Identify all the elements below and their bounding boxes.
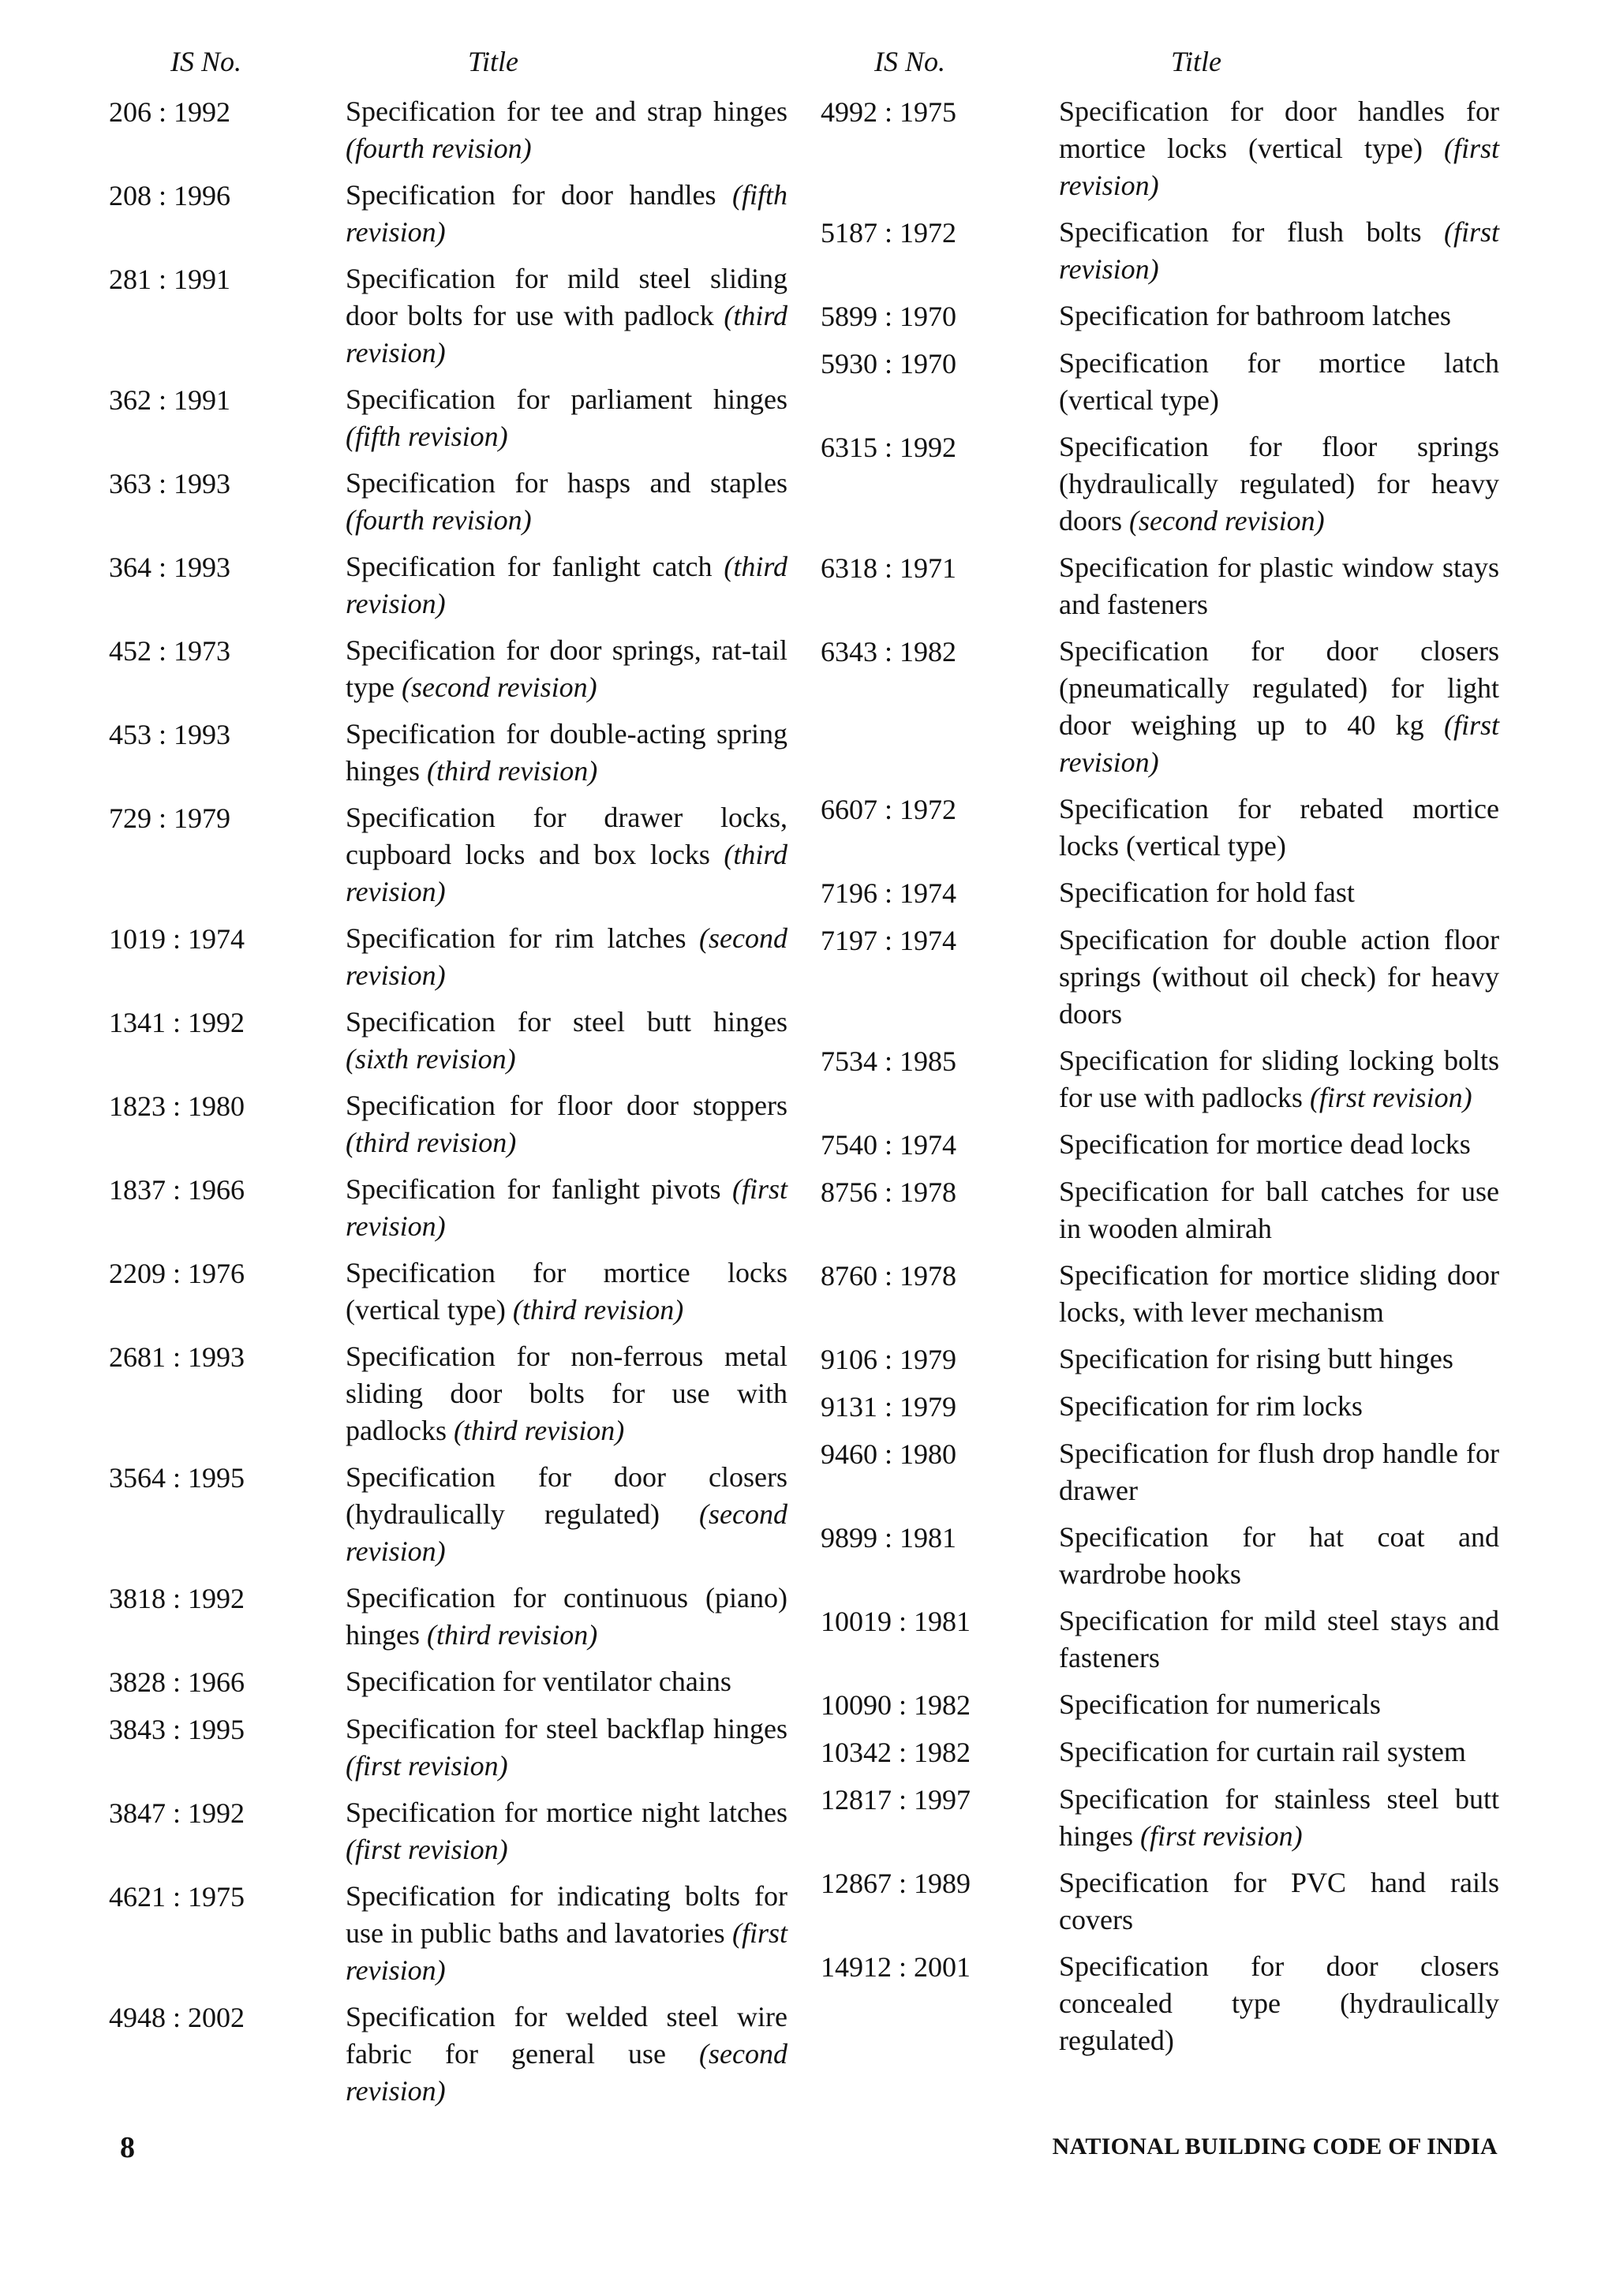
title-text: Specification for fanlight pivots xyxy=(346,1173,721,1205)
is-number: 3828 : 1966 xyxy=(109,1666,245,1698)
standard-entry xyxy=(821,1126,1499,1164)
revision-note: (first revision) xyxy=(346,1834,508,1865)
standard-title xyxy=(1059,1126,1499,1164)
revision-note: (fourth revision) xyxy=(346,133,532,164)
is-number: 3818 : 1992 xyxy=(109,1583,245,1614)
revision-note: (fourth revision) xyxy=(346,504,532,536)
standard-title xyxy=(1059,549,1499,623)
is-number: 208 : 1996 xyxy=(109,180,231,211)
standard-entry xyxy=(821,1864,1499,1939)
standard-entry xyxy=(109,1878,787,1989)
is-number: 4992 : 1975 xyxy=(821,96,957,128)
standard-title xyxy=(346,381,787,455)
is-number: 2681 : 1993 xyxy=(109,1341,245,1373)
standard-title xyxy=(1059,1341,1499,1378)
standard-title xyxy=(1059,1781,1499,1855)
revision-note: (third revision) xyxy=(346,300,788,368)
title-text: Specification for mortice night latches xyxy=(346,1797,787,1828)
title-text: Specification for door closers concealed type (hydraulically regulated) xyxy=(1059,1950,1499,2056)
title-text: Specification for mild steel stays and fasteners xyxy=(1059,1605,1499,1673)
revision-note: (second revision) xyxy=(1129,505,1325,537)
standard-entry xyxy=(821,922,1499,1033)
standard-entry xyxy=(821,1173,1499,1247)
revision-note: (third revision) xyxy=(346,1127,517,1158)
standard-title xyxy=(1059,791,1499,865)
standard-title xyxy=(1059,1519,1499,1593)
is-number: 12817 : 1997 xyxy=(821,1784,971,1815)
standard-entry xyxy=(109,920,787,994)
standard-entry xyxy=(109,260,787,372)
standard-entry xyxy=(821,1257,1499,1331)
is-number: 362 : 1991 xyxy=(109,384,231,416)
standards-list-left xyxy=(109,93,787,2110)
standard-entry xyxy=(821,1686,1499,1724)
standard-title xyxy=(346,920,787,994)
title-text: Specification for flush bolts xyxy=(1059,216,1422,248)
revision-note: (third revision) xyxy=(427,1619,598,1651)
standard-entry xyxy=(109,1004,787,1078)
revision-note: (first revision) xyxy=(1309,1082,1472,1113)
standard-title xyxy=(346,260,787,372)
running-head: NATIONAL BUILDING CODE OF INDIA xyxy=(1052,2133,1498,2160)
standard-title xyxy=(1059,1686,1499,1724)
standard-entry xyxy=(109,465,787,539)
title-text: Specification for continuous (piano) hinges xyxy=(346,1582,787,1651)
standard-title xyxy=(1059,428,1499,540)
is-number: 729 : 1979 xyxy=(109,802,231,834)
standard-entry xyxy=(821,1602,1499,1677)
revision-note: (sixth revision) xyxy=(346,1043,516,1075)
is-number: 12867 : 1989 xyxy=(821,1868,971,1899)
standard-title xyxy=(346,1663,787,1701)
standard-entry xyxy=(821,1519,1499,1593)
title-text: Specification for door handles xyxy=(346,179,716,211)
title-text: Specification for door handles for mortice locks (vertical type) xyxy=(1059,95,1499,164)
standard-entry xyxy=(109,1580,787,1654)
is-number: 14912 : 2001 xyxy=(821,1951,971,1983)
title-text: Specification for door springs, rat-tail type xyxy=(346,634,787,703)
standard-title xyxy=(1059,1435,1499,1509)
standard-entry xyxy=(109,1999,787,2110)
is-number: 3564 : 1995 xyxy=(109,1462,245,1494)
is-number: 452 : 1973 xyxy=(109,635,231,667)
is-number: 206 : 1992 xyxy=(109,96,231,128)
revision-note: (first revision) xyxy=(1059,216,1499,285)
revision-note: (first revision) xyxy=(1140,1820,1303,1852)
standard-entry xyxy=(821,1341,1499,1378)
revision-note: (fifth revision) xyxy=(346,421,508,452)
is-number: 7534 : 1985 xyxy=(821,1045,957,1077)
standard-entry xyxy=(821,93,1499,204)
is-number: 453 : 1993 xyxy=(109,719,231,750)
revision-note: (first revision) xyxy=(1059,709,1499,778)
standard-entry xyxy=(821,1948,1499,2059)
standard-title xyxy=(346,548,787,623)
is-number: 364 : 1993 xyxy=(109,552,231,583)
title-text: Specification for steel backflap hinges xyxy=(346,1713,787,1744)
revision-note: (third revision) xyxy=(346,839,787,907)
standard-title xyxy=(346,716,787,790)
standard-entry xyxy=(821,549,1499,623)
standard-title xyxy=(346,1171,787,1245)
title-text: Specification for numericals xyxy=(1059,1688,1381,1720)
title-text: Specification for mortice latch (vertical type) xyxy=(1059,347,1499,416)
standard-entry xyxy=(821,1388,1499,1426)
title-text: Specification for rising butt hinges xyxy=(1059,1343,1453,1374)
title-text: Specification for mortice sliding door locks, with lever mechanism xyxy=(1059,1259,1499,1328)
standard-entry xyxy=(109,716,787,790)
standard-title xyxy=(1059,93,1499,204)
standard-entry xyxy=(109,1171,787,1245)
title-text: Specification for ventilator chains xyxy=(346,1666,731,1697)
standard-entry xyxy=(821,1042,1499,1116)
title-text: Specification for indicating bolts for use in public baths and lavatories xyxy=(346,1880,787,1949)
standard-title xyxy=(1059,1173,1499,1247)
title-text: Specification for tee and strap hinges xyxy=(346,95,787,127)
title-text: Specification for plastic window stays and fasteners xyxy=(1059,552,1499,620)
column-header xyxy=(109,46,787,77)
standard-entry xyxy=(821,791,1499,865)
standard-title xyxy=(346,1580,787,1654)
is-no-header: IS No. xyxy=(170,46,241,77)
standard-entry xyxy=(109,632,787,706)
is-number: 4621 : 1975 xyxy=(109,1881,245,1913)
is-number: 6343 : 1982 xyxy=(821,636,957,667)
is-number: 281 : 1991 xyxy=(109,264,231,295)
title-text: Specification for hold fast xyxy=(1059,877,1355,908)
is-number: 9106 : 1979 xyxy=(821,1344,957,1375)
is-number: 3843 : 1995 xyxy=(109,1714,245,1745)
standard-entry xyxy=(109,93,787,167)
revision-note: (first revision) xyxy=(346,1750,508,1782)
standard-entry xyxy=(109,1459,787,1570)
title-text: Specification for double action floor springs (without oil check) for heavy doors xyxy=(1059,924,1499,1030)
standard-entry xyxy=(821,1435,1499,1509)
standard-entry xyxy=(821,874,1499,912)
standard-title xyxy=(1059,214,1499,288)
title-text: Specification for floor springs (hydraulically regulated) for heavy doors xyxy=(1059,431,1499,537)
is-number: 6318 : 1971 xyxy=(821,552,957,584)
column-header xyxy=(821,46,1499,77)
title-header: Title xyxy=(1171,46,1222,77)
is-number: 3847 : 1992 xyxy=(109,1797,245,1829)
is-number: 7197 : 1974 xyxy=(821,925,957,956)
title-text: Specification for hat coat and wardrobe hooks xyxy=(1059,1521,1499,1590)
is-number: 9899 : 1981 xyxy=(821,1522,957,1554)
title-text: Specification for drawer locks, cupboard locks and box locks xyxy=(346,802,787,870)
title-text: Specification for door closers (hydraulically regulated) xyxy=(346,1461,787,1530)
revision-note: (second revision) xyxy=(346,1498,787,1567)
standard-entry xyxy=(821,345,1499,419)
standard-title xyxy=(346,632,787,706)
standard-title xyxy=(1059,1948,1499,2059)
standard-title xyxy=(1059,1042,1499,1116)
standard-entry xyxy=(109,381,787,455)
title-text: Specification for steel butt hinges xyxy=(346,1006,787,1038)
standard-entry xyxy=(109,799,787,911)
is-number: 8760 : 1978 xyxy=(821,1260,957,1292)
title-text: Specification for mortice dead locks xyxy=(1059,1128,1471,1160)
standard-entry xyxy=(821,633,1499,781)
is-number: 10090 : 1982 xyxy=(821,1689,971,1721)
title-text: Specification for PVC hand rails covers xyxy=(1059,1867,1499,1935)
standard-title xyxy=(346,1878,787,1989)
is-number: 2209 : 1976 xyxy=(109,1258,245,1289)
standard-entry xyxy=(109,1711,787,1785)
title-text: Specification for welded steel wire fabric for general use xyxy=(346,2001,787,2070)
is-number: 4948 : 2002 xyxy=(109,2002,245,2033)
revision-note: (first revision) xyxy=(1059,133,1500,201)
is-number: 7196 : 1974 xyxy=(821,877,957,909)
standard-title xyxy=(346,1255,787,1329)
is-number: 1341 : 1992 xyxy=(109,1007,245,1038)
is-number: 6607 : 1972 xyxy=(821,794,957,825)
standard-title xyxy=(346,1999,787,2110)
title-text: Specification for rim locks xyxy=(1059,1390,1363,1422)
right-column xyxy=(821,46,1499,2069)
is-number: 9131 : 1979 xyxy=(821,1391,957,1423)
title-text: Specification for ball catches for use in wooden almirah xyxy=(1059,1176,1499,1244)
title-text: Specification for floor door stoppers xyxy=(346,1090,787,1121)
standard-title xyxy=(346,465,787,539)
title-text: Specification for mortice locks (vertical type) xyxy=(346,1257,787,1326)
is-number: 10019 : 1981 xyxy=(821,1606,971,1637)
is-number: 9460 : 1980 xyxy=(821,1438,957,1470)
standard-title xyxy=(1059,1733,1499,1771)
revision-note: (second revision) xyxy=(346,2038,788,2107)
standard-title xyxy=(346,799,787,911)
revision-note: (third revision) xyxy=(346,551,787,619)
revision-note: (first revision) xyxy=(346,1173,787,1242)
standard-title xyxy=(346,1087,787,1161)
standard-title xyxy=(346,1711,787,1785)
is-number: 8756 : 1978 xyxy=(821,1176,957,1208)
standard-entry xyxy=(821,297,1499,335)
standard-entry xyxy=(821,214,1499,288)
standard-title xyxy=(1059,345,1499,419)
title-text: Specification for flush drop handle for drawer xyxy=(1059,1438,1499,1506)
title-text: Specification for fanlight catch xyxy=(346,551,713,582)
standard-entry xyxy=(821,1733,1499,1771)
standard-title xyxy=(346,1004,787,1078)
is-number: 6315 : 1992 xyxy=(821,432,957,463)
standard-title xyxy=(1059,1602,1499,1677)
is-number: 1837 : 1966 xyxy=(109,1174,245,1206)
title-text: Specification for door closers (pneumatically regulated) for light door weighing up to 40 kg xyxy=(1059,635,1499,741)
title-text: Specification for double-acting spring hinges xyxy=(346,718,787,787)
standard-title xyxy=(1059,633,1499,781)
standard-title xyxy=(1059,922,1499,1033)
revision-note: (second revision) xyxy=(346,922,787,991)
revision-note: (second revision) xyxy=(401,671,597,703)
page-footer xyxy=(0,2130,1616,2162)
revision-note: (third revision) xyxy=(512,1294,684,1326)
is-number: 1019 : 1974 xyxy=(109,923,245,955)
revision-note: (first revision) xyxy=(346,1917,788,1986)
standards-list-right xyxy=(821,93,1499,2059)
revision-note: (third revision) xyxy=(427,755,598,787)
standard-title xyxy=(346,1794,787,1868)
is-number: 7540 : 1974 xyxy=(821,1129,957,1161)
standard-entry xyxy=(109,548,787,623)
page-number: 8 xyxy=(120,2131,135,2164)
standard-title xyxy=(346,1338,787,1449)
is-number: 5899 : 1970 xyxy=(821,301,957,332)
title-text: Specification for rim latches xyxy=(346,922,686,954)
standard-title xyxy=(1059,297,1499,335)
standard-title xyxy=(1059,1864,1499,1939)
standard-title xyxy=(1059,1257,1499,1331)
title-text: Specification for curtain rail system xyxy=(1059,1736,1466,1767)
is-number: 10342 : 1982 xyxy=(821,1737,971,1768)
title-text: Specification for stainless steel butt hinges xyxy=(1059,1783,1499,1852)
title-text: Specification for hasps and staples xyxy=(346,467,787,499)
standard-title xyxy=(346,93,787,167)
title-text: Specification for rebated mortice locks (vertical type) xyxy=(1059,793,1499,862)
title-text: Specification for parliament hinges xyxy=(346,383,787,415)
revision-note: (third revision) xyxy=(453,1415,625,1446)
is-number: 5930 : 1970 xyxy=(821,348,957,380)
standard-title xyxy=(1059,874,1499,912)
standard-title xyxy=(1059,1388,1499,1426)
standard-entry xyxy=(109,177,787,251)
standard-entry xyxy=(109,1338,787,1449)
standard-entry xyxy=(109,1794,787,1868)
standard-entry xyxy=(109,1087,787,1161)
is-number: 1823 : 1980 xyxy=(109,1090,245,1122)
standard-title xyxy=(346,1459,787,1570)
standard-entry xyxy=(821,428,1499,540)
title-header: Title xyxy=(468,46,519,77)
is-number: 5187 : 1972 xyxy=(821,217,957,249)
is-no-header: IS No. xyxy=(874,46,945,77)
standard-entry xyxy=(109,1663,787,1701)
title-text: Specification for non-ferrous metal sliding door bolts for use with padlocks xyxy=(346,1341,787,1446)
title-text: Specification for sliding locking bolts for use with padlocks xyxy=(1059,1045,1499,1113)
standard-entry xyxy=(109,1255,787,1329)
left-column xyxy=(109,46,787,2119)
revision-note: (fifth revision) xyxy=(346,179,787,248)
title-text: Specification for mild steel sliding door bolts for use with padlock xyxy=(346,263,787,331)
standard-title xyxy=(346,177,787,251)
title-text: Specification for bathroom latches xyxy=(1059,300,1451,331)
is-number: 363 : 1993 xyxy=(109,468,231,499)
standard-entry xyxy=(821,1781,1499,1855)
